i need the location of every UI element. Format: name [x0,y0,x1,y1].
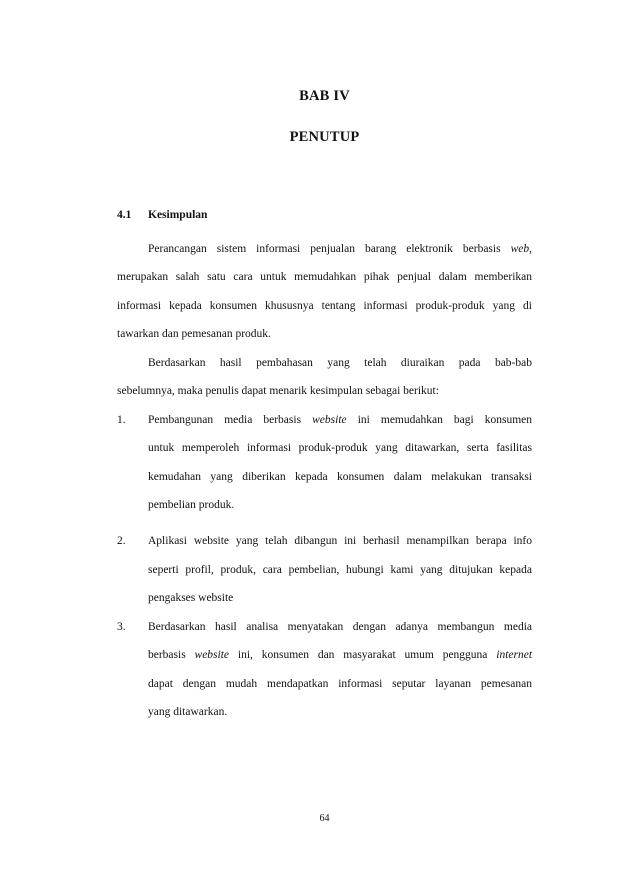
list-item-1-line-1: Pembangunan media berbasis website ini memudahkan bagi konsumen [148,414,533,426]
paragraph-1-line-1: Perancangan sistem informasi penjualan barang elektronik berbasis web, [148,243,532,255]
list-item-3-line-4: yang ditawarkan. [148,706,228,718]
list-item-1-line-4: pembelian produk. [148,499,235,511]
emphasis-web: web, [510,243,532,255]
paragraph-1-line-2: merupakan salah satu cara untuk memudahkan pihak penjual dalam memberikan [117,271,532,283]
page-number: 64 [319,813,330,824]
section-number: 4.1 [117,209,132,221]
section-heading [117,209,207,221]
list-item-1-line-3: kemudahan yang diberikan kepada konsumen dalam melakukan transaksi [148,471,532,483]
chapter-title: PENUTUP [289,129,360,145]
list-item-1-number: 1. [117,414,126,426]
list-item-1-line-2: untuk memperoleh informasi produk-produk yang ditawarkan, serta fasilitas [148,442,532,454]
emphasis-website: website [312,414,347,426]
paragraph-1-line-3: informasi kepada konsumen khususnya tentang informasi produk-produk yang di [117,300,532,312]
list-item-2-number: 2. [117,535,126,547]
list-item-2-line-1: Aplikasi website yang telah dibangun ini berhasil menampilkan berapa info [148,535,532,547]
paragraph-2-line-2: sebelumnya, maka penulis dapat menarik kesimpulan sebagai berikut: [117,385,439,397]
emphasis-internet: internet [496,649,533,661]
section-title: Kesimpulan [148,209,208,221]
list-item-3-line-1: Berdasarkan hasil analisa menyatakan dengan adanya membangun media [148,621,532,633]
chapter-number: BAB IV [299,88,350,104]
paragraph-2-line-1: Berdasarkan hasil pembahasan yang telah diuraikan pada bab-bab [148,357,532,369]
emphasis-website: website [194,649,230,661]
list-item-2-line-2: seperti profil, produk, cara pembelian, hubungi kami yang ditujukan kepada [148,564,532,576]
paragraph-1-line-4: tawarkan dan pemesanan produk. [117,328,271,340]
list-item-3-line-2: berbasis website ini, konsumen dan masyarakat umum pengguna internet [148,649,533,661]
list-item-2-line-3: pengakses website [148,592,234,604]
list-item-3-line-3: dapat dengan mudah mendapatkan informasi seputar layanan pemesanan [148,678,532,690]
list-item-3-number: 3. [117,621,126,633]
